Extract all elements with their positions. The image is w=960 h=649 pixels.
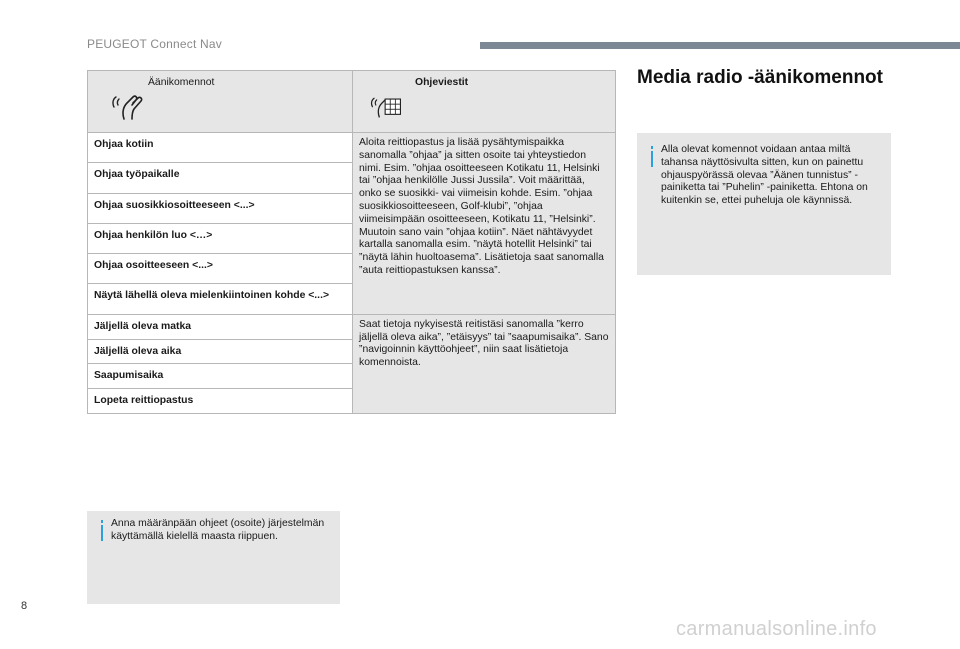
command-text: Ohjaa osoitteeseen <...> <box>94 260 213 272</box>
command-text: Ohjaa kotiin <box>94 139 154 150</box>
info-i-icon-bar <box>651 151 653 167</box>
command-cell <box>88 193 353 223</box>
col2-header-label: Ohjeviestit <box>415 77 469 88</box>
command-cell <box>88 339 353 364</box>
command-cell <box>88 163 353 193</box>
command-text: Ohjaa henkilön luo <…> <box>94 229 213 241</box>
voice-commands-table <box>87 70 616 414</box>
info-i-icon-bar <box>101 525 103 541</box>
section-title: Media radio -äänikomennot <box>637 67 883 88</box>
command-text: Lopeta reittiopastus <box>94 395 194 407</box>
info-note-activation <box>637 133 891 275</box>
table-header-commands <box>88 71 353 133</box>
command-cell <box>88 223 353 253</box>
header-bar <box>480 42 960 49</box>
command-cell <box>88 254 353 284</box>
help-message-cell: Aloita reittiopastus ja lisää pysähtymispaikka sanomalla ”ohjaa” ja sitten osoite tai yhteystiedon nimi. Esim. ”ohjaa osoitteeseen Kotikatu 11, Helsinki tai ”ohjaa henkilölle Jussi Jussila”. Voit määrittää, onko se suosikki- vai viimeisin kohde. Esim. ”ohjaa suosikkiosoitteeseen, Golf-klubi”, ”ohjaa viimeisimpään osoitteeseen, Kotikatu 11, ”Helsinki”. Muutoin sano vain ”ohjaa kotiin”. Näet nähtävyydet kartalla sanomalla esim. ”näytä hotellit Helsinki” tai ”näytä lähin huoltoasema”. Lisätietoja saat sanomalla ”auta reittiopastuksen kanssa”. <box>353 133 616 315</box>
command-cell <box>88 284 353 314</box>
info-note-text: Anna määränpään ohjeet (osoite) järjestelmän käyttämällä kielellä maasta riippuen. <box>111 518 325 542</box>
info-note-text: Alla olevat komennot voidaan antaa miltä tahansa näyttösivulta sitten, kun on painettu ohjauspyörässä olevaa ”Äänen tunnistus” -painiketta tai ”Puhelin” -painiketta. Ehtona on kuitenkin se, ettei puheluja ole käynnissä. <box>661 144 868 207</box>
command-text: Näytä lähellä oleva mielenkiintoinen kohde <...> <box>94 290 330 302</box>
table-header-row <box>88 71 616 133</box>
info-i-icon <box>101 520 103 523</box>
command-cell <box>88 314 353 339</box>
speaking-hand-icon <box>110 89 144 121</box>
table-header-help <box>353 71 616 133</box>
page-number: 8 <box>21 600 28 612</box>
col1-header-label: Äänikomennot <box>148 77 215 88</box>
command-text: Ohjaa työpaikalle <box>94 169 180 181</box>
command-cell <box>88 364 353 389</box>
info-note-language <box>87 511 340 604</box>
table-row <box>88 133 616 163</box>
help-message-cell: Saat tietoja nykyisestä reitistäsi sanomalla ”kerro jäljellä oleva aika”, ”etäisyys” tai ”saapumisaika”. Sano ”navigoinnin käyttöohjeet”, niin saat lisätietoja komennoista. <box>353 314 616 413</box>
command-text: Jäljellä oleva aika <box>94 345 182 357</box>
speaking-hand-grid-icon <box>369 89 403 121</box>
command-cell <box>88 133 353 163</box>
watermark: carmanualsonline.info <box>676 618 877 640</box>
table-row <box>88 314 616 339</box>
command-text: Ohjaa suosikkiosoitteeseen <...> <box>94 199 255 211</box>
header-title: PEUGEOT Connect Nav <box>87 37 222 51</box>
command-text: Saapumisaika <box>94 370 164 382</box>
info-i-icon <box>651 146 653 149</box>
command-cell <box>88 389 353 414</box>
command-text: Jäljellä oleva matka <box>94 320 192 332</box>
